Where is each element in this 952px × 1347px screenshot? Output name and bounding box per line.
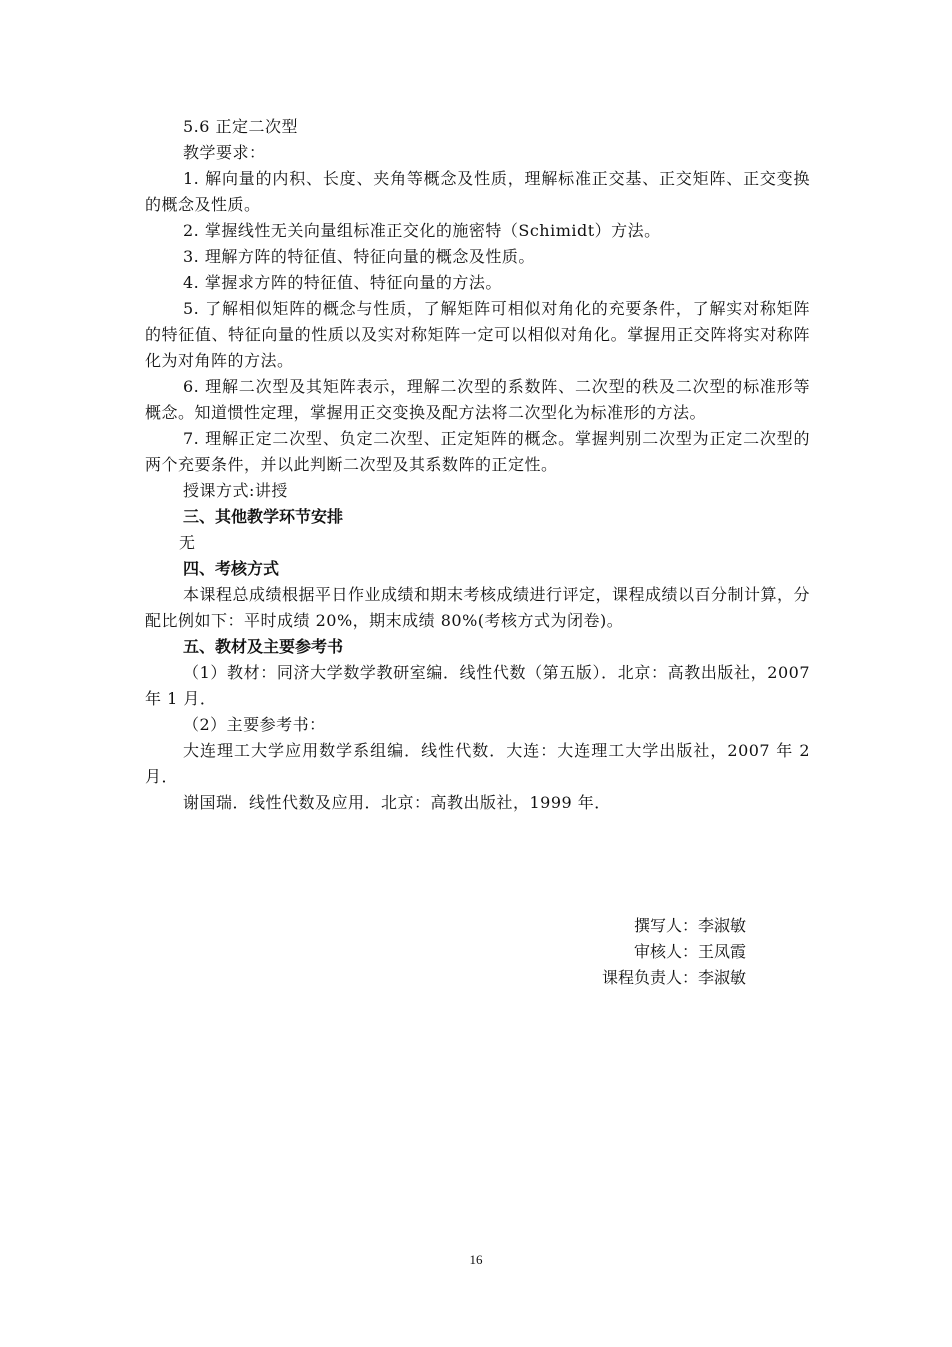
requirement-item: 5. 了解相似矩阵的概念与性质，了解矩阵可相似对角化的充要条件，了解实对称矩阵的特征值、特征向量的性质以及实对称矩阵一定可以相似对角化。掌握用正交阵将实对称阵化为对角阵的方法。: [145, 299, 810, 370]
page-content: [145, 114, 810, 816]
section4-heading: 四、考核方式: [183, 559, 280, 578]
page-number: 16: [469, 1252, 483, 1267]
requirement-item: 7. 理解正定二次型、负定二次型、正定矩阵的概念。掌握判别二次型为正定二次型的两个充要条件，并以此判断二次型及其系数阵的正定性。: [145, 429, 810, 474]
section-title: 5.6 正定二次型: [183, 117, 299, 136]
requirement-item: 6. 理解二次型及其矩阵表示，理解二次型的系数阵、二次型的秩及二次型的标准形等概念。知道惯性定理，掌握用正交变换及配方法将二次型化为标准形的方法。: [145, 377, 810, 422]
requirement-item: 1. 解向量的内积、长度、夹角等概念及性质，理解标准正交基、正交矩阵、正交变换的概念及性质。: [145, 169, 810, 214]
section5-heading: 五、教材及主要参考书: [183, 637, 344, 656]
reference-entry: 谢国瑞．线性代数及应用．北京：高教出版社，1999 年．: [183, 793, 611, 812]
signature-block: [602, 913, 746, 991]
textbook-entry: （1）教材：同济大学数学教研室编．线性代数（第五版）．北京：高教出版社，2007 年 1 月．: [145, 663, 810, 708]
section4-text: 本课程总成绩根据平日作业成绩和期末考核成绩进行评定，课程成绩以百分制计算，分配比例如下：平时成绩 20%，期末成绩 80%(考核方式为闭卷)。: [145, 585, 811, 630]
teaching-method: 授课方式:讲授: [183, 481, 288, 500]
author-signature: 撰写人：李淑敏: [633, 916, 746, 935]
requirement-item: 2. 掌握线性无关向量组标准正交化的施密特（Schimidt）方法。: [183, 221, 661, 240]
requirement-item: 3. 理解方阵的特征值、特征向量的概念及性质。: [183, 247, 535, 266]
references-label: （2）主要参考书：: [183, 715, 326, 734]
reference-entry: 大连理工大学应用数学系组编．线性代数．大连：大连理工大学出版社，2007 年 2 月．: [145, 741, 810, 786]
section3-heading: 三、其他教学环节安排: [183, 507, 344, 526]
teaching-requirements-label: 教学要求：: [183, 143, 266, 162]
requirement-item: 4. 掌握求方阵的特征值、特征向量的方法。: [183, 273, 502, 292]
course-leader-signature: 课程负责人：李淑敏: [601, 968, 746, 987]
section3-text: 无: [179, 533, 196, 552]
reviewer-signature: 审核人：王凤霞: [633, 942, 746, 961]
